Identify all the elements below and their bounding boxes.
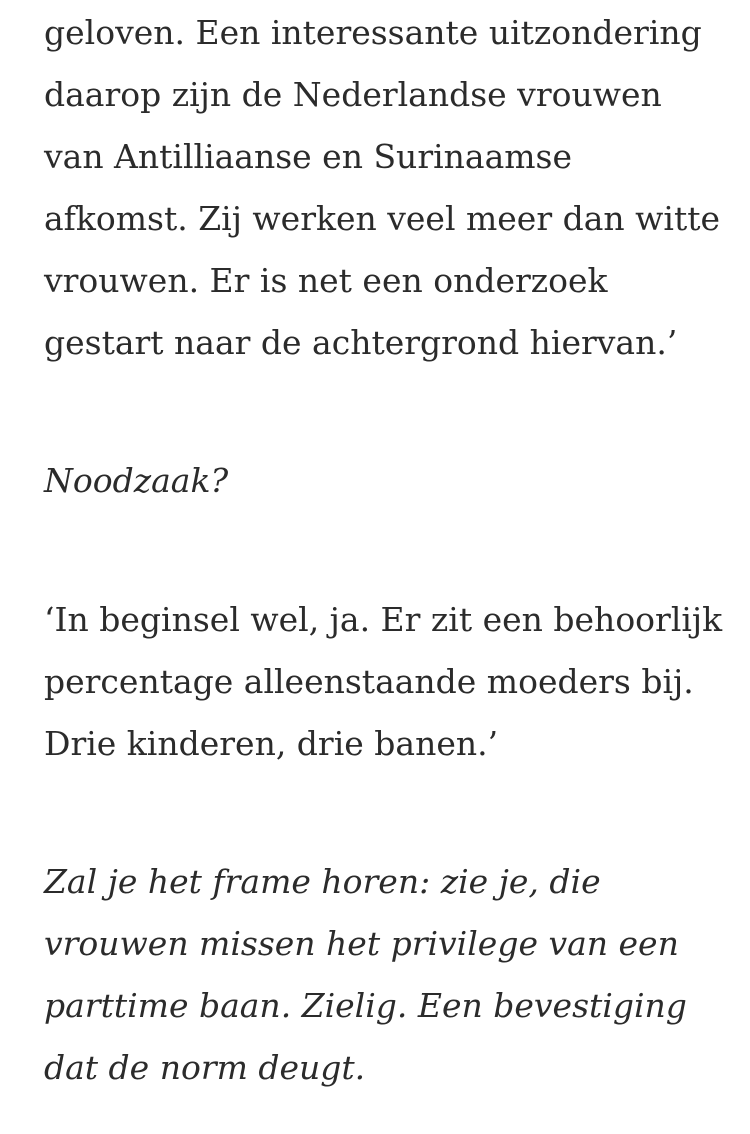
text-line: vrouwen. Er is net een onderzoek bbox=[44, 261, 608, 300]
article-paragraph bbox=[44, 2, 720, 374]
text-line: daarop zijn de Nederlandse vrouwen bbox=[44, 75, 662, 114]
italic-commentary bbox=[44, 851, 687, 1099]
text-line: Noodzaak? bbox=[44, 461, 229, 500]
text-line: ‘In beginsel wel, ja. Er zit een behoorlijk bbox=[44, 600, 723, 639]
text-line: geloven. Een interessante uitzondering bbox=[44, 13, 702, 52]
text-line: parttime baan. Zielig. Een bevestiging bbox=[44, 986, 687, 1025]
text-line: afkomst. Zij werken veel meer dan witte bbox=[44, 199, 721, 238]
text-line: dat de norm deugt. bbox=[44, 1048, 366, 1087]
text-line: Zal je het frame horen: zie je, die bbox=[44, 862, 601, 901]
text-line: vrouwen missen het privilege van een bbox=[44, 924, 679, 963]
text-line: gestart naar de achtergrond hiervan.’ bbox=[44, 323, 678, 362]
article-paragraph bbox=[44, 589, 722, 775]
text-line: Drie kinderen, drie banen.’ bbox=[44, 724, 499, 763]
text-line: percentage alleenstaande moeders bij. bbox=[44, 662, 694, 701]
text-line: van Antilliaanse en Surinaamse bbox=[44, 137, 572, 176]
interview-question bbox=[44, 450, 228, 512]
